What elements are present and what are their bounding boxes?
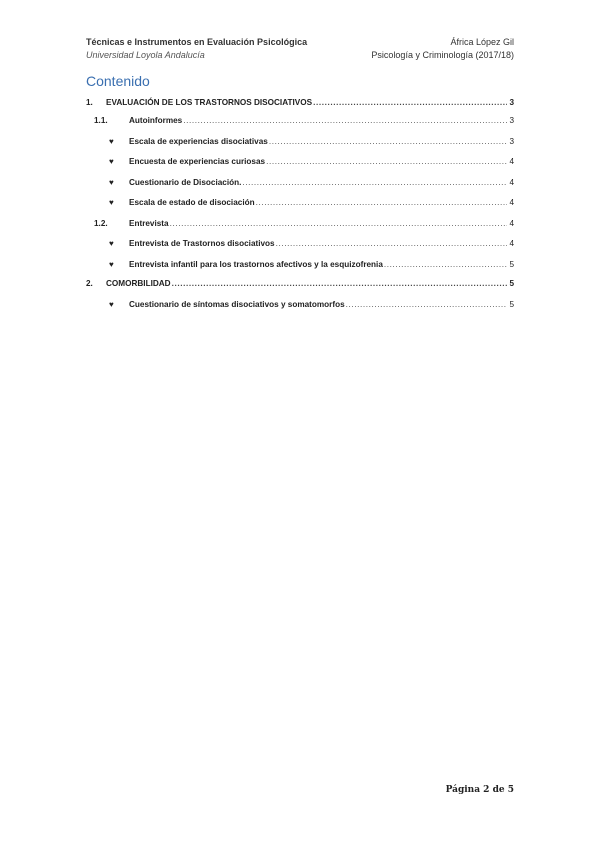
toc-entry[interactable] — [86, 295, 514, 309]
toc-entry-page: 5 — [509, 260, 514, 269]
leader-dots — [269, 137, 507, 146]
leader-dots — [384, 260, 507, 269]
heart-bullet-icon: ♥ — [109, 260, 114, 269]
leader-dots — [242, 178, 507, 187]
leader-dots — [256, 198, 507, 207]
leader-dots — [183, 116, 507, 125]
leader-dots — [170, 219, 507, 228]
toc-entry[interactable] — [86, 255, 514, 269]
toc-entry[interactable] — [86, 173, 514, 187]
toc-entry-label: Encuesta de experiencias curiosas — [129, 157, 266, 166]
toc-entry-label: Entrevista infantil para los trastornos afectivos y la esquizofrenia — [129, 260, 383, 269]
leader-dots — [266, 157, 507, 166]
heart-bullet-icon: ♥ — [109, 137, 114, 146]
toc-entry-page: 3 — [509, 116, 514, 125]
toc-entry[interactable] — [86, 93, 514, 107]
toc-entry-page: 5 — [509, 300, 514, 309]
toc-entry[interactable] — [86, 214, 514, 228]
heart-bullet-icon: ♥ — [109, 178, 114, 187]
page-number-footer: Página 2 de 5 — [445, 785, 514, 795]
toc-entry-page: 3 — [509, 137, 514, 146]
heart-bullet-icon: ♥ — [109, 239, 114, 248]
heart-bullet-icon: ♥ — [109, 157, 114, 166]
toc-entry-label: Entrevista — [129, 219, 169, 228]
page-header — [86, 36, 514, 62]
toc-entry[interactable] — [86, 193, 514, 207]
leader-dots — [346, 300, 507, 309]
degree-name: Psicología y Criminología (2017/18) — [371, 50, 514, 60]
toc-entry-number: 1.1. — [94, 116, 108, 125]
toc-entry[interactable] — [86, 234, 514, 248]
toc-entry-label: Escala de estado de disociación — [129, 198, 255, 207]
leader-dots — [313, 98, 507, 107]
toc-entry[interactable] — [86, 274, 514, 288]
university-name: Universidad Loyola Andalucía — [86, 50, 205, 60]
toc-entry-label: Escala de experiencias disociativas — [129, 137, 268, 146]
toc-entry-label: EVALUACIÓN DE LOS TRASTORNOS DISOCIATIVOS — [106, 98, 313, 107]
toc-entry-number: 1. — [86, 98, 93, 107]
toc-entry-page: 4 — [509, 239, 514, 248]
toc-title: Contenido — [86, 73, 150, 89]
toc-entry-label: COMORBILIDAD — [106, 279, 171, 288]
toc-entry-number: 1.2. — [94, 219, 108, 228]
toc-entry-page: 4 — [509, 198, 514, 207]
leader-dots — [276, 239, 507, 248]
toc-entry-label: Entrevista de Trastornos disociativos — [129, 239, 275, 248]
toc-entry-label: Cuestionario de síntomas disociativos y somatomorfos — [129, 300, 345, 309]
toc-entry[interactable] — [86, 111, 514, 125]
toc-entry-label: Cuestionario de Disociación. — [129, 178, 242, 187]
toc-entry[interactable] — [86, 152, 514, 166]
heart-bullet-icon: ♥ — [109, 300, 114, 309]
toc-entry-page: 5 — [509, 279, 514, 288]
toc-entry-page: 4 — [509, 157, 514, 166]
author-name: África López Gil — [450, 37, 514, 47]
leader-dots — [172, 279, 507, 288]
toc-entry-page: 4 — [509, 178, 514, 187]
heart-bullet-icon: ♥ — [109, 198, 114, 207]
toc-entry-number: 2. — [86, 279, 93, 288]
toc-entry[interactable] — [86, 132, 514, 146]
course-title: Técnicas e Instrumentos en Evaluación Psicológica — [86, 37, 308, 47]
toc-entry-page: 3 — [509, 98, 514, 107]
toc-entry-page: 4 — [509, 219, 514, 228]
toc-entry-label: Autoinformes — [129, 116, 183, 125]
